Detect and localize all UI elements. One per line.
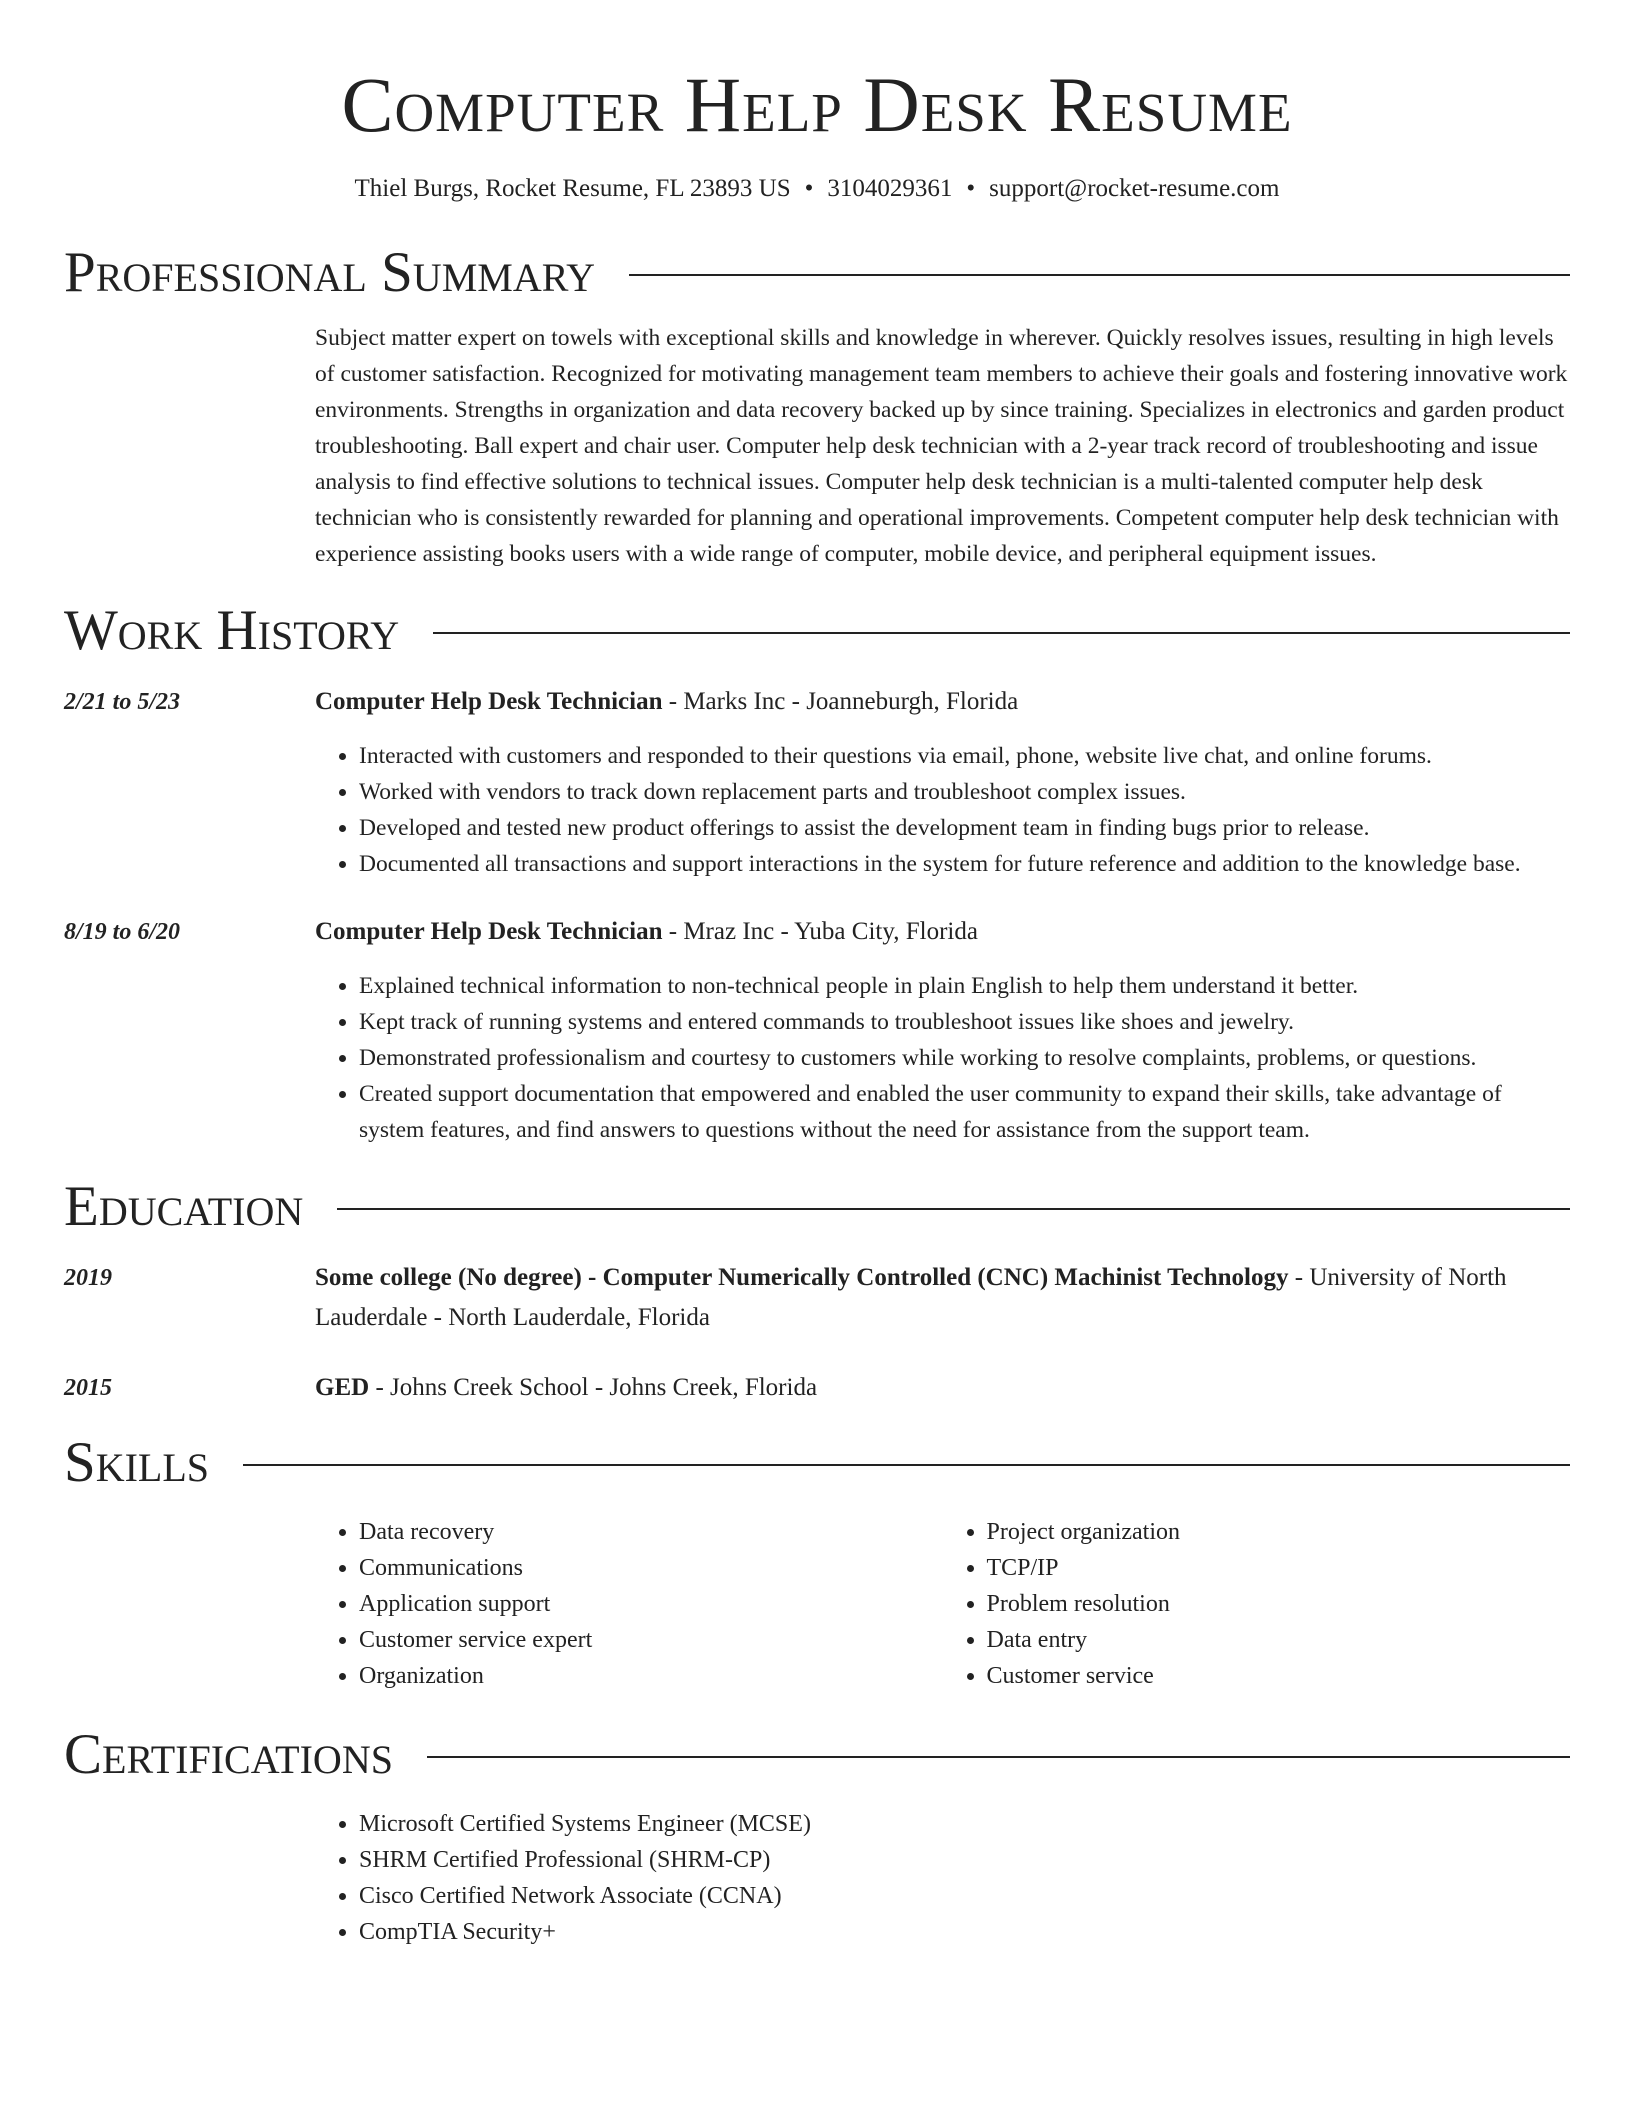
list-item: • Worked with vendors to track down replacement parts and troubleshoot complex issues. <box>359 774 1570 810</box>
job-entry <box>64 912 1570 1148</box>
section-divider <box>629 274 1570 276</box>
list-item: • Interacted with customers and responded to their questions via email, phone, website live chat, and online forums. <box>359 738 1570 774</box>
job-body <box>315 912 1570 1148</box>
certifications-list <box>315 1806 1570 1950</box>
list-item: • Microsoft Certified Systems Engineer (MCSE) <box>359 1806 1570 1842</box>
contact-separator: • <box>966 175 976 202</box>
skills-column-right <box>943 1514 1571 1694</box>
list-item: • TCP/IP <box>987 1550 1571 1586</box>
job-entry <box>64 682 1570 882</box>
section-title: Education <box>64 1175 304 1238</box>
list-item: • Kept track of running systems and entered commands to troubleshoot issues like shoes and jewelry. <box>359 1004 1570 1040</box>
contact-separator: • <box>804 175 814 202</box>
list-item: • Explained technical information to non-technical people in plain English to help them understand it better. <box>359 968 1570 1004</box>
education-entry <box>64 1368 1570 1408</box>
list-item: • Demonstrated professionalism and courtesy to customers while working to resolve complaints, problems, or questions. <box>359 1040 1570 1076</box>
job-role: Computer Help Desk Technician <box>315 688 663 715</box>
skills-list <box>315 1514 1570 1694</box>
list-item: • Developed and tested new product offerings to assist the development team in finding bugs prior to release. <box>359 810 1570 846</box>
list-item: • Communications <box>359 1550 943 1586</box>
job-dates: 8/19 to 6/20 <box>64 919 181 945</box>
contact-phone: 3104029361 <box>827 175 953 202</box>
education-heading <box>315 1258 1570 1338</box>
education-school: - Johns Creek School - Johns Creek, Florida <box>369 1374 818 1401</box>
section-divider <box>337 1208 1570 1210</box>
section-title: Professional Summary <box>64 241 596 304</box>
resume-page <box>64 0 1570 1950</box>
section-divider <box>433 632 1570 634</box>
list-item: • CompTIA Security+ <box>359 1914 1570 1950</box>
list-item: • Data entry <box>987 1622 1571 1658</box>
contact-email[interactable]: support@rocket-resume.com <box>989 175 1280 202</box>
education-body <box>315 1368 1570 1408</box>
list-item: • Created support documentation that empowered and enabled the user community to expand their skills, take advantage of system features, and find answers to questions without the need for assistance from the support team. <box>359 1076 1570 1148</box>
job-bullets <box>315 968 1570 1148</box>
summary-section-header <box>64 240 1570 306</box>
work-section-header <box>64 598 1570 664</box>
job-employer: - Marks Inc - Joanneburgh, Florida <box>662 688 1019 715</box>
education-section-header <box>64 1174 1570 1240</box>
list-item: • Problem resolution <box>987 1586 1571 1622</box>
list-item: • Cisco Certified Network Associate (CCNA) <box>359 1878 1570 1914</box>
education-degree: Some college (No degree) - Computer Numerically Controlled (CNC) Machinist Technology <box>315 1264 1289 1291</box>
education-year: 2019 <box>64 1265 112 1291</box>
job-role: Computer Help Desk Technician <box>315 918 663 945</box>
education-heading <box>315 1368 1570 1408</box>
contact-line <box>64 172 1570 206</box>
summary-text: Subject matter expert on towels with exceptional skills and knowledge in wherever. Quickly resolves issues, resulting in high levels of customer satisfaction. Recognized for motivating management team members to achieve their goals and fostering innovative work environments. Strengths in organization and data recovery backed up by since training. Specializes in electronics and garden product troubleshooting. Ball expert and chair user. Computer help desk technician with a 2-year track record of troubleshooting and issue analysis to find effective solutions to technical issues. Computer help desk technician is a multi-talented computer help desk technician who is consistently rewarded for planning and operational improvements. Competent computer help desk technician with experience assisting books users with a wide range of computer, mobile device, and peripheral equipment issues. <box>315 325 1568 567</box>
certifications-section-header <box>64 1722 1570 1788</box>
education-year: 2015 <box>64 1375 112 1401</box>
section-divider <box>427 1756 1570 1758</box>
job-heading <box>315 912 1570 952</box>
section-title: Skills <box>64 1431 210 1494</box>
contact-address: Thiel Burgs, Rocket Resume, FL 23893 US <box>354 175 791 202</box>
resume-title: Computer Help Desk Resume <box>341 61 1293 148</box>
list-item: • Organization <box>359 1658 943 1694</box>
education-school: - University of North Lauderdale - North Lauderdale, Florida <box>315 1264 1507 1331</box>
education-body <box>315 1258 1570 1338</box>
list-item: • Application support <box>359 1586 943 1622</box>
skills-section-header <box>64 1430 1570 1496</box>
list-item: • Project organization <box>987 1514 1571 1550</box>
job-dates: 2/21 to 5/23 <box>64 689 181 715</box>
list-item: • SHRM Certified Professional (SHRM-CP) <box>359 1842 1570 1878</box>
certifications-bullets <box>315 1806 1570 1950</box>
list-item: • Documented all transactions and support interactions in the system for future reference and addition to the knowledge base. <box>359 846 1570 882</box>
list-item: • Data recovery <box>359 1514 943 1550</box>
skills-column-left <box>315 1514 943 1694</box>
section-title: Certifications <box>64 1723 393 1786</box>
list-item: • Customer service expert <box>359 1622 943 1658</box>
section-title: Work History <box>64 599 400 662</box>
job-employer: - Mraz Inc - Yuba City, Florida <box>662 918 978 945</box>
job-bullets <box>315 738 1570 882</box>
job-body <box>315 682 1570 882</box>
job-heading <box>315 682 1570 722</box>
education-degree: GED <box>315 1374 370 1401</box>
section-divider <box>243 1464 1570 1466</box>
education-entry <box>64 1258 1570 1338</box>
list-item: • Customer service <box>987 1658 1571 1694</box>
